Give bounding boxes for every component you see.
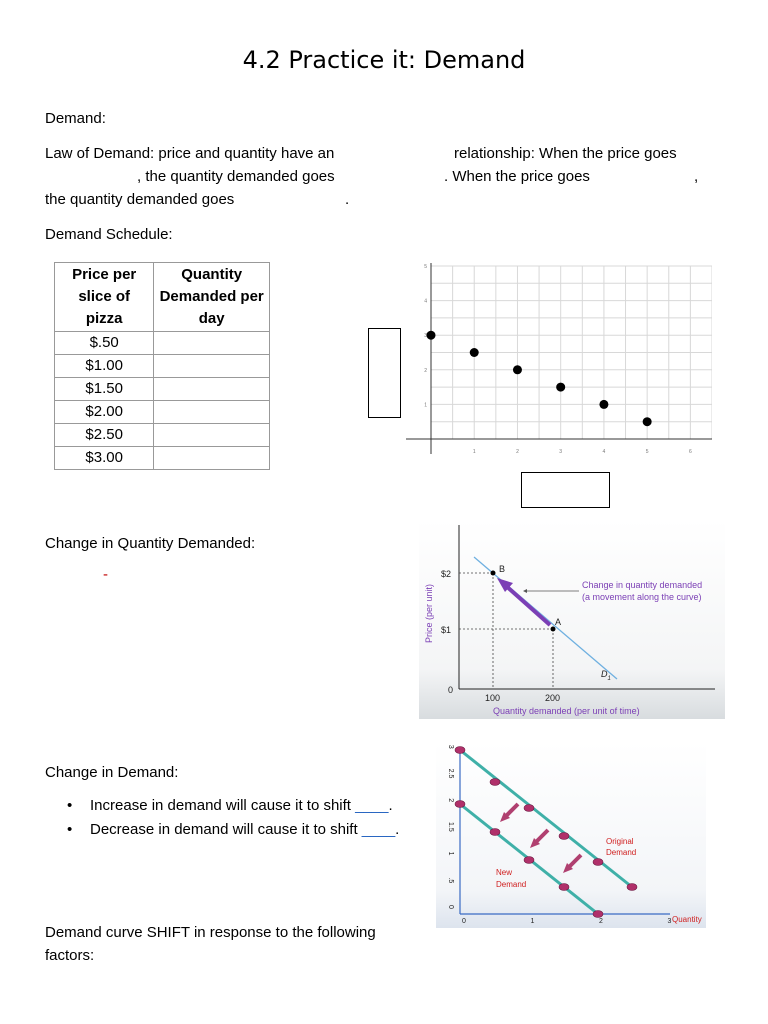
change-quantity-demanded-label: Change in Quantity Demanded:	[45, 535, 256, 552]
y-tick-label: 1.5	[447, 822, 454, 832]
quantity-cell[interactable]	[154, 378, 270, 401]
x-tick-label: 6	[688, 449, 692, 455]
y-tick-label: 1	[424, 402, 427, 409]
figure-background	[436, 742, 706, 928]
table-row	[55, 355, 270, 378]
annotation-line-2: (a movement along the curve)	[582, 592, 702, 602]
x-tick-label: 4	[602, 449, 606, 455]
price-cell: $.50	[55, 332, 154, 355]
factors-text-line-1: Demand curve SHIFT in response to the following	[45, 924, 376, 941]
y-axis-label-answer-box[interactable]	[368, 328, 401, 418]
list-item	[45, 794, 399, 818]
law-text-5: ,	[694, 168, 699, 185]
x-axis-title: Quantity demanded (per unit of time)	[493, 706, 640, 716]
annotation-line-1: Change in quantity demanded	[582, 580, 703, 590]
point-b-label: B	[499, 564, 506, 574]
y-tick-label: 2.5	[447, 768, 454, 779]
change-in-demand-label: Change in Demand:	[45, 764, 179, 781]
y-tick-label: 3	[424, 333, 427, 340]
bullet-end: .	[395, 821, 400, 838]
data-point	[427, 331, 436, 340]
demand-schedule-chart	[406, 262, 712, 462]
data-point	[470, 348, 479, 357]
y-tick-label: 4	[424, 298, 427, 305]
price-column-header: Price per slice of pizza	[55, 263, 154, 332]
point-b	[491, 571, 496, 576]
bullet-text: Increase in demand will cause it to shift	[90, 797, 356, 814]
law-text-4: . When the price goes	[444, 168, 590, 185]
y-tick-label: 2	[447, 798, 454, 803]
curve-letter: D	[601, 669, 608, 679]
answer-blank: ____	[361, 821, 396, 838]
bullet-end: .	[388, 797, 393, 814]
law-text-7: .	[345, 191, 350, 208]
demand-schedule-table	[54, 262, 270, 470]
chart-axes	[406, 263, 712, 454]
qty-200-label: 200	[545, 693, 561, 703]
bullet-text: Decrease in demand will cause it to shift	[90, 821, 362, 838]
x-tick-label: 2	[599, 918, 603, 925]
quantity-cell[interactable]	[154, 424, 270, 447]
data-point	[556, 383, 565, 392]
quantity-cell[interactable]	[154, 447, 270, 470]
x-axis-label-answer-box[interactable]	[521, 472, 610, 508]
schedule-label: Demand Schedule:	[45, 226, 173, 243]
y-axis-title: Price (per unit)	[424, 583, 434, 643]
y-tick-label: 1	[447, 851, 454, 856]
x-tick-label: 2	[516, 449, 519, 455]
answer-blank: ____	[355, 797, 389, 814]
point-a-label: A	[555, 617, 562, 627]
original-demand-label-2: Demand	[606, 848, 637, 857]
factors-text-line-2: factors:	[45, 947, 95, 964]
y-tick-label: .5	[447, 877, 454, 884]
price-cell: $2.50	[55, 424, 154, 447]
law-text-1: Law of Demand: price and quantity have an	[45, 145, 335, 162]
movement-along-curve-figure	[419, 519, 725, 719]
data-point	[513, 365, 522, 374]
price-1-label: $1	[441, 625, 452, 635]
demand-shift-figure	[436, 742, 706, 928]
quantity-axis-label: Quantity	[672, 915, 702, 924]
table-row	[55, 424, 270, 447]
y-tick-label: 3	[447, 744, 454, 749]
table-row	[55, 378, 270, 401]
red-dash-marker: -	[103, 566, 108, 583]
list-item	[45, 818, 399, 842]
x-tick-label: 0	[462, 918, 466, 925]
demand-label: Demand:	[45, 110, 106, 127]
quantity-column-header: Quantity Demanded per day	[154, 263, 270, 332]
table-row	[55, 447, 270, 470]
y-tick-label: 2	[424, 367, 427, 374]
y-tick-label: 0	[447, 905, 454, 909]
x-tick-label: 5	[645, 449, 649, 455]
quantity-cell[interactable]	[154, 332, 270, 355]
price-cell: $2.00	[55, 401, 154, 424]
origin-label: 0	[448, 685, 454, 695]
chart-tick-labels	[424, 264, 692, 455]
table-row	[55, 401, 270, 424]
x-tick-label: 3	[559, 449, 563, 455]
quantity-cell[interactable]	[154, 401, 270, 424]
point-a	[551, 627, 556, 632]
data-point	[599, 400, 608, 409]
shift-bullet-list	[45, 794, 399, 842]
new-demand-label-2: Demand	[496, 880, 527, 889]
curve-subscript: 1	[607, 676, 611, 682]
x-tick-label: 1	[472, 449, 476, 455]
x-tick-label: 1	[530, 918, 535, 925]
page-title: 4.2 Practice it: Demand	[242, 46, 526, 74]
price-cell: $1.50	[55, 378, 154, 401]
price-2-label: $2	[441, 569, 452, 579]
table-row	[55, 332, 270, 355]
x-tick-label: 3	[667, 918, 672, 925]
data-point	[643, 417, 652, 426]
law-text-6: the quantity demanded goes	[45, 191, 235, 208]
y-tick-label: 5	[424, 264, 427, 270]
quantity-cell[interactable]	[154, 355, 270, 378]
new-demand-label-1: New	[496, 868, 513, 877]
law-text-3: , the quantity demanded goes	[137, 168, 335, 185]
qty-100-label: 100	[485, 693, 501, 703]
law-text-2: relationship: When the price goes	[454, 145, 677, 162]
original-demand-label-1: Original	[606, 837, 634, 846]
price-cell: $1.00	[55, 355, 154, 378]
price-cell: $3.00	[55, 447, 154, 470]
